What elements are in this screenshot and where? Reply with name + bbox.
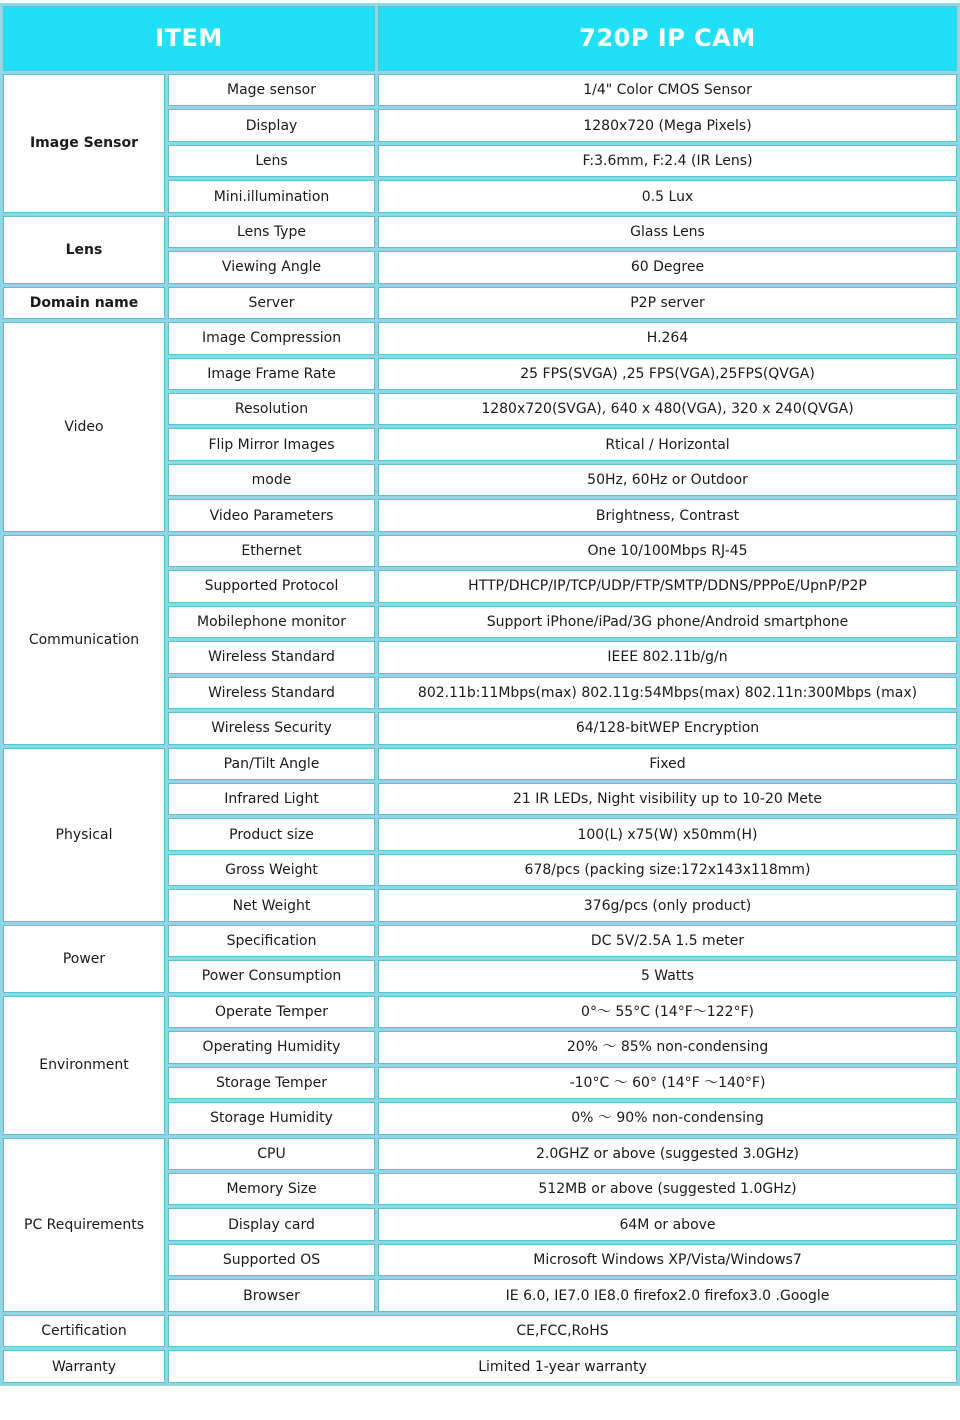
table-row xyxy=(3,996,957,1028)
spec-value: 678/pcs (packing size:172x143x118mm) xyxy=(378,854,957,886)
spec-value: 802.11b:11Mbps(max) 802.11g:54Mbps(max) 802.11n:300Mbps (max) xyxy=(378,677,957,709)
spec-value: 5 Watts xyxy=(378,960,957,992)
spec-item: Video Parameters xyxy=(168,499,375,531)
spec-value: 60 Degree xyxy=(378,251,957,283)
spec-value: 25 FPS(SVGA) ,25 FPS(VGA),25FPS(QVGA) xyxy=(378,358,957,390)
spec-value: 0% ～ 90% non-condensing xyxy=(378,1102,957,1134)
spec-item: Viewing Angle xyxy=(168,251,375,283)
spec-value: One 10/100Mbps RJ-45 xyxy=(378,535,957,567)
spec-item: Power Consumption xyxy=(168,960,375,992)
spec-value: Brightness, Contrast xyxy=(378,499,957,531)
spec-item: Specification xyxy=(168,925,375,957)
table-row xyxy=(3,1350,957,1383)
spec-value: 1280x720(SVGA), 640 x 480(VGA), 320 x 240(QVGA) xyxy=(378,393,957,425)
spec-value: DC 5V/2.5A 1.5 meter xyxy=(378,925,957,957)
spec-value: 20% ～ 85% non-condensing xyxy=(378,1031,957,1063)
spec-value: F:3.6mm, F:2.4 (IR Lens) xyxy=(378,145,957,177)
spec-item: Display card xyxy=(168,1208,375,1240)
spec-item: Operate Temper xyxy=(168,996,375,1028)
header-row xyxy=(3,6,957,71)
spec-item: Browser xyxy=(168,1279,375,1311)
spec-value: 0°～ 55°C (14°F～122°F) xyxy=(378,996,957,1028)
spec-item: Lens xyxy=(168,145,375,177)
spec-item: CPU xyxy=(168,1138,375,1170)
spec-value: 50Hz, 60Hz or Outdoor xyxy=(378,464,957,496)
group-label: Video xyxy=(3,322,165,532)
spec-item: Pan/Tilt Angle xyxy=(168,748,375,780)
spec-value: 1280x720 (Mega Pixels) xyxy=(378,109,957,141)
spec-value: Fixed xyxy=(378,748,957,780)
spec-value: 0.5 Lux xyxy=(378,180,957,212)
table-row xyxy=(3,925,957,957)
spec-item: Product size xyxy=(168,818,375,850)
spec-item: Operating Humidity xyxy=(168,1031,375,1063)
spec-sheet xyxy=(0,3,960,1386)
group-label: PC Requirements xyxy=(3,1138,165,1312)
spec-value: Rtical / Horizontal xyxy=(378,428,957,460)
spec-item: Wireless Standard xyxy=(168,677,375,709)
table-row xyxy=(3,216,957,248)
spec-value: 21 IR LEDs, Night visibility up to 10-20 Mete xyxy=(378,783,957,815)
spec-value: 64/128-bitWEP Encryption xyxy=(378,712,957,744)
spec-item: Memory Size xyxy=(168,1173,375,1205)
spec-item: Wireless Security xyxy=(168,712,375,744)
spec-item: Mage sensor xyxy=(168,74,375,106)
spec-item: Server xyxy=(168,287,375,319)
group-label: Lens xyxy=(3,216,165,284)
spec-value: Microsoft Windows XP/Vista/Windows7 xyxy=(378,1244,957,1276)
spec-item: Wireless Standard xyxy=(168,641,375,673)
spec-item: Image Frame Rate xyxy=(168,358,375,390)
table-row xyxy=(3,287,957,319)
spec-item: Mobilephone monitor xyxy=(168,606,375,638)
group-label: Domain name xyxy=(3,287,165,319)
spec-item: Image Compression xyxy=(168,322,375,354)
spec-item: Net Weight xyxy=(168,889,375,921)
spec-value: 376g/pcs (only product) xyxy=(378,889,957,921)
spec-value: Glass Lens xyxy=(378,216,957,248)
spec-value: Limited 1-year warranty xyxy=(168,1350,957,1383)
spec-value: 2.0GHZ or above (suggested 3.0GHz) xyxy=(378,1138,957,1170)
spec-table xyxy=(0,3,960,1386)
spec-item: Infrared Light xyxy=(168,783,375,815)
spec-item: Supported Protocol xyxy=(168,570,375,602)
group-label: Physical xyxy=(3,748,165,922)
spec-value: HTTP/DHCP/IP/TCP/UDP/FTP/SMTP/DDNS/PPPoE/UpnP/P2P xyxy=(378,570,957,602)
spec-value: IEEE 802.11b/g/n xyxy=(378,641,957,673)
group-label: Certification xyxy=(3,1315,165,1347)
spec-item: Storage Humidity xyxy=(168,1102,375,1134)
spec-item: Lens Type xyxy=(168,216,375,248)
spec-value: H.264 xyxy=(378,322,957,354)
spec-item: Gross Weight xyxy=(168,854,375,886)
table-row xyxy=(3,322,957,354)
spec-item: Ethernet xyxy=(168,535,375,567)
spec-item: Supported OS xyxy=(168,1244,375,1276)
spec-value: P2P server xyxy=(378,287,957,319)
spec-value: IE 6.0, IE7.0 IE8.0 firefox2.0 firefox3.0 .Google xyxy=(378,1279,957,1311)
spec-value: Support iPhone/iPad/3G phone/Android smartphone xyxy=(378,606,957,638)
group-label: Power xyxy=(3,925,165,993)
table-row xyxy=(3,535,957,567)
spec-value: 1/4" Color CMOS Sensor xyxy=(378,74,957,106)
table-row xyxy=(3,748,957,780)
table-row xyxy=(3,74,957,106)
spec-item: Flip Mirror Images xyxy=(168,428,375,460)
spec-value: 64M or above xyxy=(378,1208,957,1240)
header-item: ITEM xyxy=(3,6,375,71)
table-row xyxy=(3,1315,957,1347)
spec-item: Resolution xyxy=(168,393,375,425)
spec-value: -10°C ～ 60° (14°F ～140°F) xyxy=(378,1067,957,1099)
spec-value: CE,FCC,RoHS xyxy=(168,1315,957,1347)
spec-item: Mini.illumination xyxy=(168,180,375,212)
table-row xyxy=(3,1138,957,1170)
group-label: Communication xyxy=(3,535,165,745)
spec-item: mode xyxy=(168,464,375,496)
spec-item: Storage Temper xyxy=(168,1067,375,1099)
spec-item: Display xyxy=(168,109,375,141)
group-label: Environment xyxy=(3,996,165,1135)
spec-value: 512MB or above (suggested 1.0GHz) xyxy=(378,1173,957,1205)
group-label: Warranty xyxy=(3,1350,165,1383)
spec-value: 100(L) x75(W) x50mm(H) xyxy=(378,818,957,850)
group-label: Image Sensor xyxy=(3,74,165,213)
header-product: 720P IP CAM xyxy=(378,6,957,71)
